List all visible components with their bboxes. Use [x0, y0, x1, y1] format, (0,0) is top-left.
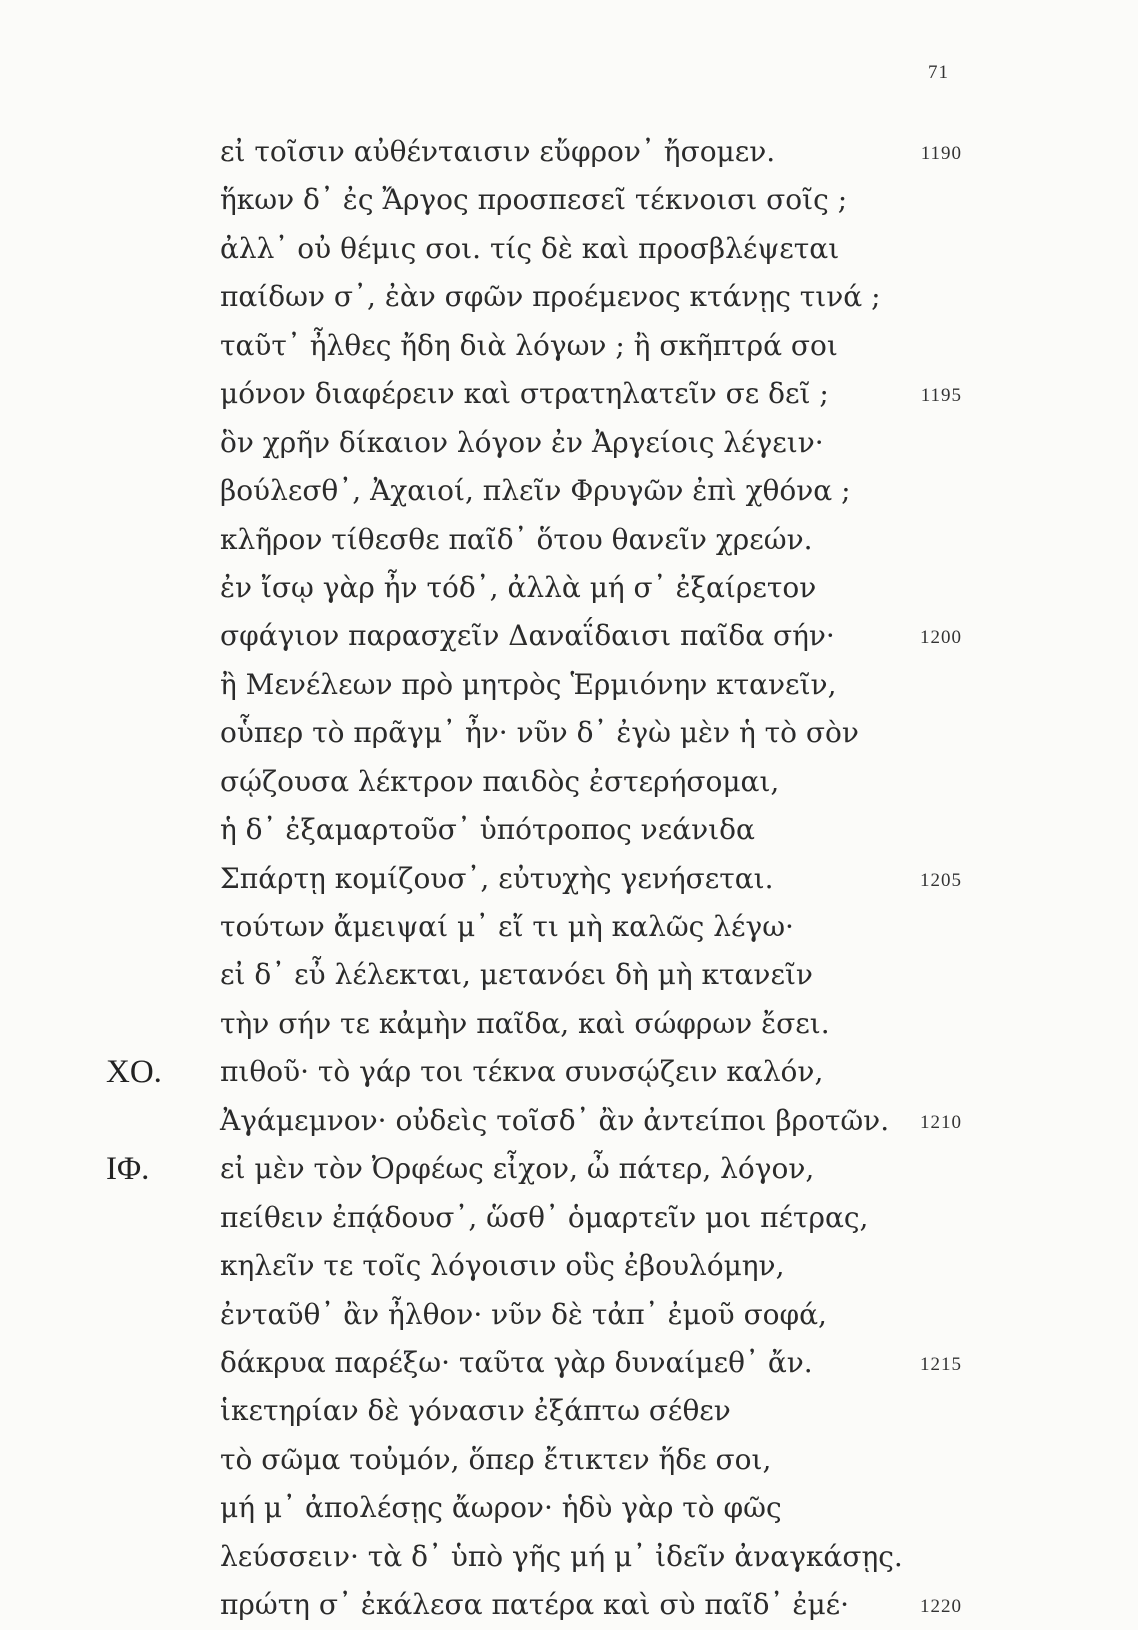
verse-line: [0, 855, 1138, 903]
verse-line: [0, 128, 1138, 176]
line-number: 1190: [920, 143, 962, 164]
line-number: 1205: [920, 869, 962, 891]
verse-line: [0, 903, 1138, 951]
line-number: 1215: [920, 1353, 962, 1375]
speaker-label: ΧΟ.: [106, 1054, 162, 1091]
verse-text: οὗπερ τὸ πρᾶγμ᾽ ἦν· νῦν δ᾽ ἐγὼ μὲν ἡ τὸ σὸν: [220, 716, 859, 750]
verse-line: [0, 467, 1138, 515]
verse-text: μόνον διαφέρειν καὶ στρατηλατεῖν σε δεῖ ;: [220, 377, 829, 411]
verse-text: ἐνταῦθ᾽ ἂν ἦλθον· νῦν δὲ τἀπ᾽ ἐμοῦ σοφά,: [220, 1297, 827, 1331]
line-number: 1195: [920, 385, 962, 407]
verse-line: [0, 806, 1138, 854]
verse-line: [0, 1194, 1138, 1242]
verse-text: ἡ δ᾽ ἐξαμαρτοῦσ᾽ ὑπότροπος νεάνιδα: [220, 813, 755, 847]
verse-text: σφάγιον παρασχεῖν Δαναΐδαισι παῖδα σήν·: [220, 619, 835, 653]
verse-text: εἰ μὲν τὸν Ὀρφέως εἶχον, ὦ πάτερ, λόγον,: [220, 1152, 815, 1186]
verse-block: [0, 128, 1138, 1630]
verse-line: [0, 951, 1138, 999]
verse-text: Ἀγάμεμνον· οὐδεὶς τοῖσδ᾽ ἂν ἀντείποι βροτῶν.: [220, 1103, 890, 1137]
verse-line: [0, 1387, 1138, 1435]
verse-line: [0, 1436, 1138, 1484]
verse-line: [0, 661, 1138, 709]
speaker-label: ΙΦ.: [106, 1151, 150, 1188]
verse-text: μή μ᾽ ἀπολέσῃς ἄωρον· ἡδὺ γὰρ τὸ φῶς: [220, 1491, 782, 1525]
line-number: 1200: [920, 627, 962, 649]
verse-text: Σπάρτῃ κομίζουσ᾽, εὐτυχὴς γενήσεται.: [220, 861, 774, 895]
verse-text: ἱκετηρίαν δὲ γόνασιν ἐξάπτω σέθεν: [220, 1394, 731, 1428]
verse-text: εἰ δ᾽ εὖ λέλεκται, μετανόει δὴ μὴ κτανεῖν: [220, 958, 813, 992]
verse-text: κηλεῖν τε τοῖς λόγοισιν οὓς ἐβουλόμην,: [220, 1249, 785, 1283]
verse-text: σῴζουσα λέκτρον παιδὸς ἐστερήσομαι,: [220, 764, 780, 798]
verse-line: [0, 758, 1138, 806]
verse-text: βούλεσθ᾽, Ἀχαιοί, πλεῖν Φρυγῶν ἐπὶ χθόνα ;: [220, 474, 851, 508]
verse-text: τὴν σήν τε κἀμὴν παῖδα, καὶ σώφρων ἔσει.: [220, 1006, 830, 1040]
verse-line: [0, 1242, 1138, 1290]
verse-line: [0, 419, 1138, 467]
verse-line: [0, 1484, 1138, 1532]
verse-text: πρώτη σ᾽ ἐκάλεσα πατέρα καὶ σὺ παῖδ᾽ ἐμέ·: [220, 1588, 850, 1622]
verse-text: λεύσσειν· τὰ δ᾽ ὑπὸ γῆς μή μ᾽ ἰδεῖν ἀναγκάσῃς.: [220, 1539, 903, 1573]
verse-text: τούτων ἄμειψαί μ᾽ εἴ τι μὴ καλῶς λέγω·: [220, 910, 794, 943]
verse-text: ἀλλ᾽ οὐ θέμις σοι. τίς δὲ καὶ προσβλέψεται: [220, 231, 840, 265]
line-number: 1210: [920, 1111, 962, 1133]
verse-text: ταῦτ᾽ ἦλθες ἤδη διὰ λόγων ; ἢ σκῆπτρά σοι: [220, 328, 838, 362]
verse-line: [0, 1145, 1138, 1193]
verse-line: [0, 1291, 1138, 1339]
verse-line: [0, 370, 1138, 418]
verse-line: [0, 1581, 1138, 1629]
verse-line: [0, 1097, 1138, 1145]
verse-text: παίδων σ᾽, ἐὰν σφῶν προέμενος κτάνῃς τινά ;: [220, 280, 881, 314]
verse-line: [0, 273, 1138, 321]
verse-text: τὸ σῶμα τοὐμόν, ὅπερ ἔτικτεν ἥδε σοι,: [220, 1442, 772, 1476]
verse-text: ἥκων δ᾽ ἐς Ἄργος προσπεσεῖ τέκνοισι σοῖς ;: [220, 183, 848, 217]
verse-text: πείθειν ἐπᾴδουσ᾽, ὥσθ᾽ ὁμαρτεῖν μοι πέτρας,: [220, 1200, 869, 1234]
verse-text: εἰ τοῖσιν αὐθένταισιν εὔφρον᾽ ἤσομεν.: [220, 135, 776, 168]
verse-line: [0, 516, 1138, 564]
verse-line: [0, 225, 1138, 273]
verse-text: ἢ Μενέλεων πρὸ μητρὸς Ἑρμιόνην κτανεῖν,: [220, 667, 837, 701]
verse-line: [0, 1048, 1138, 1096]
verse-line: [0, 1000, 1138, 1048]
verse-text: ὃν χρῆν δίκαιον λόγον ἐν Ἀργείοις λέγειν·: [220, 425, 824, 459]
verse-line: [0, 709, 1138, 757]
line-number: 1220: [920, 1596, 962, 1618]
verse-line: [0, 612, 1138, 660]
verse-line: [0, 1339, 1138, 1387]
verse-text: πιθοῦ· τὸ γάρ τοι τέκνα συνσῴζειν καλόν,: [220, 1055, 824, 1089]
page-number: 71: [928, 62, 949, 83]
verse-text: κλῆρον τίθεσθε παῖδ᾽ ὅτου θανεῖν χρεών.: [220, 522, 813, 556]
verse-text: δάκρυα παρέξω· ταῦτα γὰρ δυναίμεθ᾽ ἄν.: [220, 1345, 813, 1379]
verse-line: [0, 322, 1138, 370]
verse-line: [0, 1533, 1138, 1581]
verse-line: [0, 564, 1138, 612]
verse-text: ἐν ἴσῳ γὰρ ἦν τόδ᾽, ἀλλὰ μή σ᾽ ἐξαίρετον: [220, 570, 817, 604]
verse-line: [0, 176, 1138, 224]
